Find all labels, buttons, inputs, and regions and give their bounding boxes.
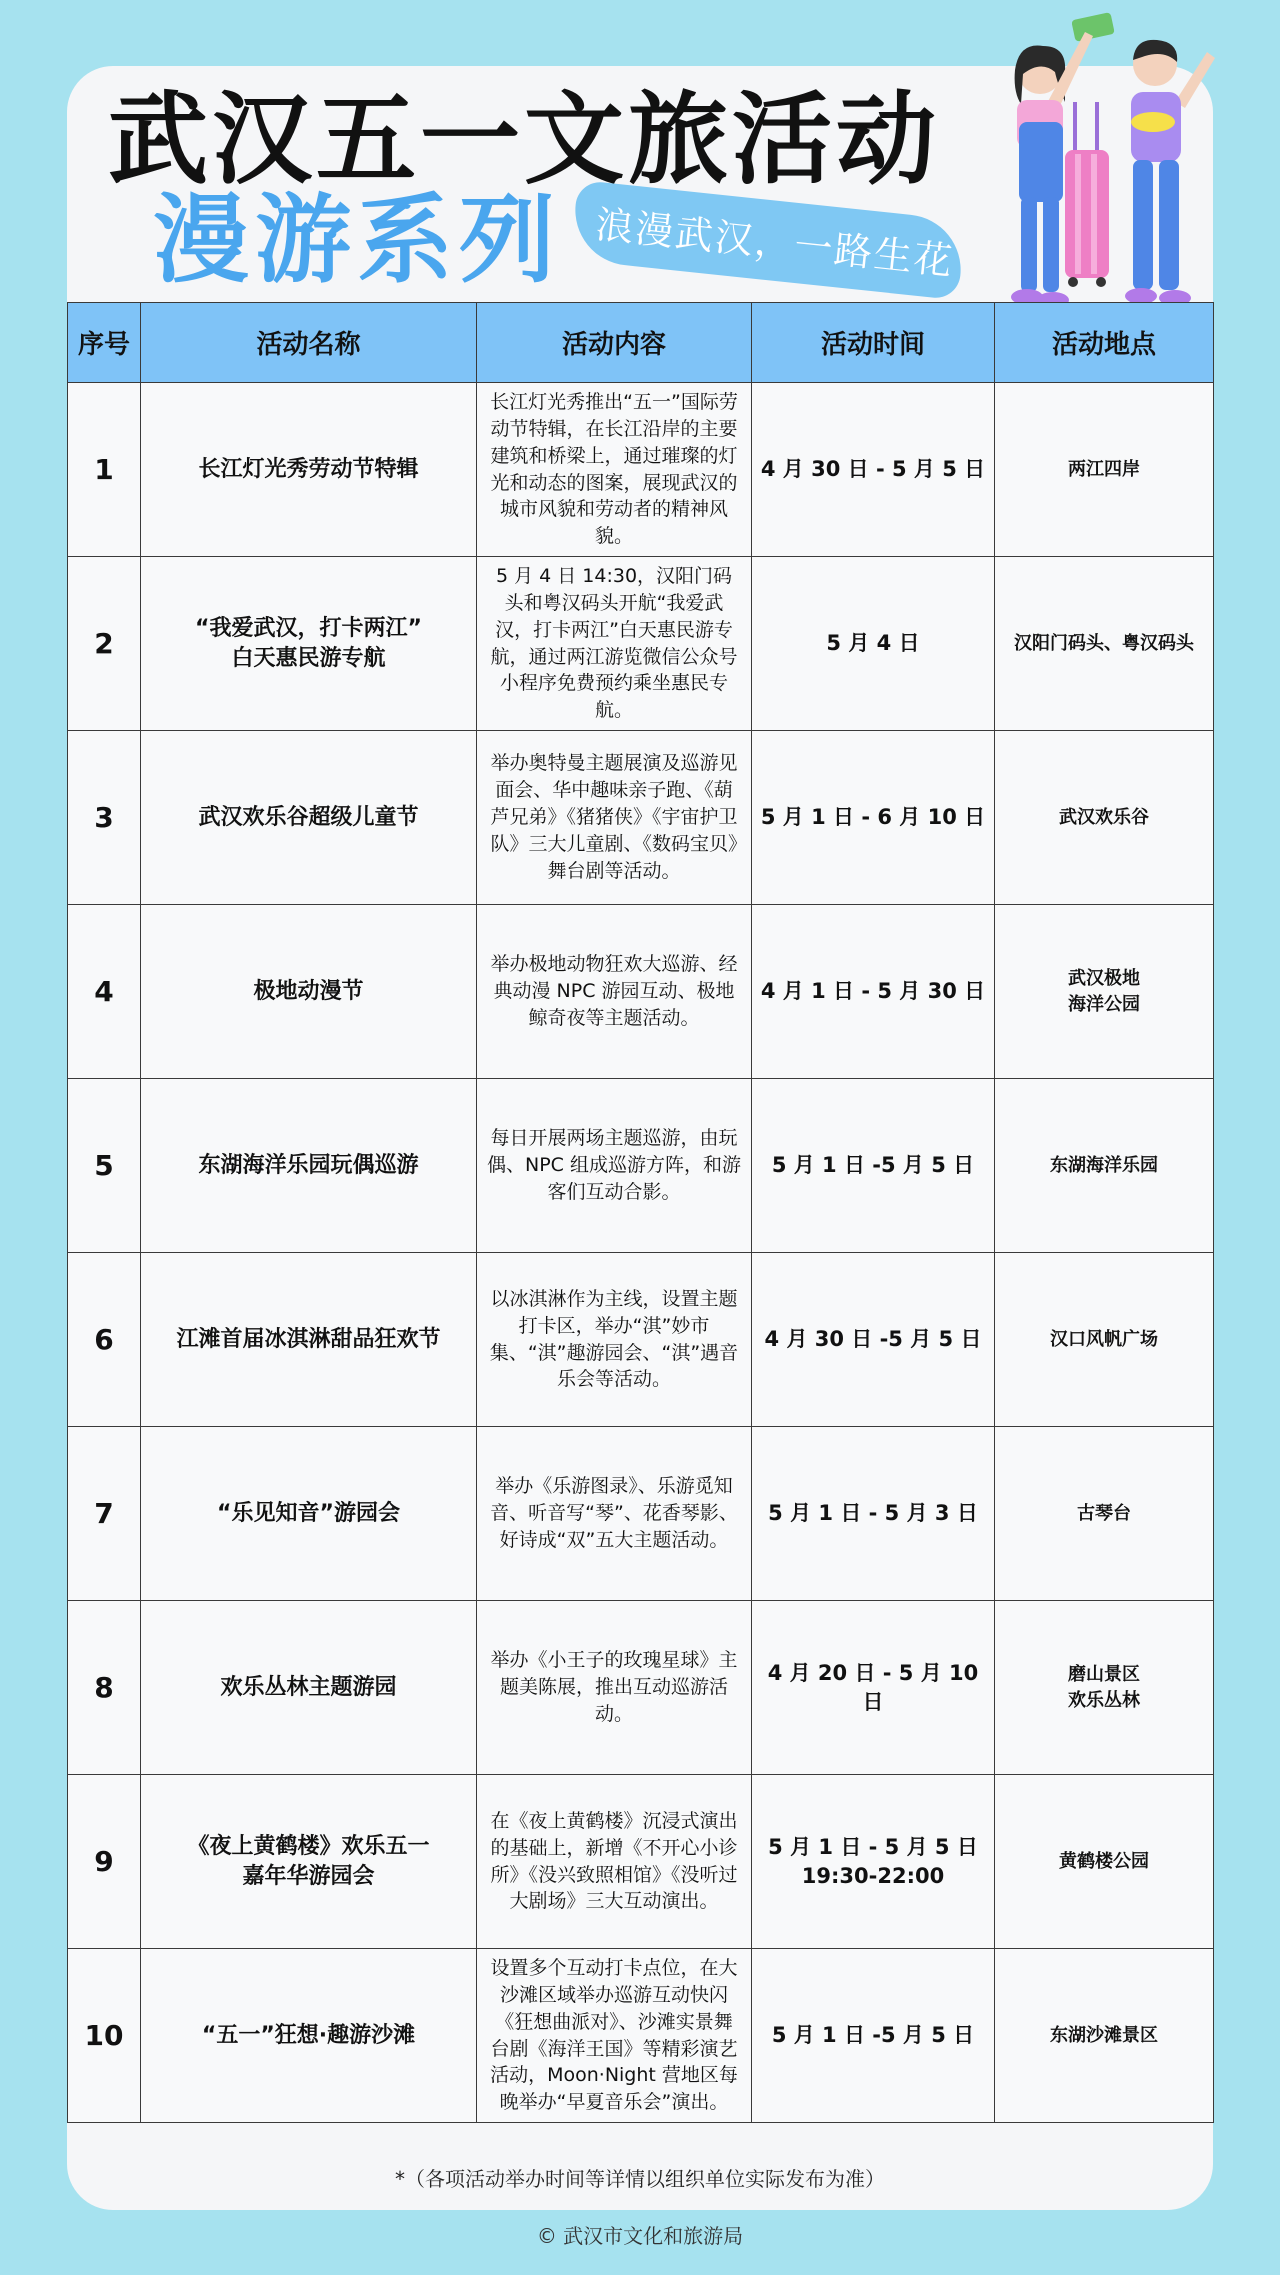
activity-name: 武汉欢乐谷超级儿童节 — [141, 731, 477, 905]
table-row — [68, 1949, 1214, 2123]
row-number: 6 — [68, 1253, 141, 1427]
activity-content: 举办奥特曼主题展演及巡游见面会、华中趣味亲子跑、《葫芦兄弟》《猪猪侠》《宇宙护卫队》三大儿童剧、《数码宝贝》舞台剧等活动。 — [477, 731, 752, 905]
row-number: 10 — [68, 1949, 141, 2123]
table-row — [68, 1601, 1214, 1775]
row-number: 4 — [68, 905, 141, 1079]
table-row — [68, 1775, 1214, 1949]
table-row — [68, 1253, 1214, 1427]
column-header: 活动地点 — [995, 303, 1214, 383]
activity-content: 长江灯光秀推出“五一”国际劳动节特辑，在长江沿岸的主要建筑和桥梁上，通过璀璨的灯光和动态的图案，展现武汉的城市风貌和劳动者的精神风貌。 — [477, 383, 752, 557]
activity-place: 磨山景区 欢乐丛林 — [995, 1601, 1214, 1775]
activity-name: “我爱武汉，打卡两江” 白天惠民游专航 — [141, 557, 477, 731]
activity-name: 东湖海洋乐园玩偶巡游 — [141, 1079, 477, 1253]
activity-content: 设置多个互动打卡点位，在大沙滩区域举办巡游互动快闪《狂想曲派对》、沙滩实景舞台剧《海洋王国》等精彩演艺活动，Moon·Night 营地区每晚举办“早夏音乐会”演出。 — [477, 1949, 752, 2123]
row-number: 7 — [68, 1427, 141, 1601]
activity-time: 4 月 30 日 - 5 月 5 日 — [752, 383, 995, 557]
activity-content: 每日开展两场主题巡游，由玩偶、NPC 组成巡游方阵，和游客们互动合影。 — [477, 1079, 752, 1253]
activity-time: 5 月 1 日 - 5 月 5 日 19:30-22:00 — [752, 1775, 995, 1949]
activity-time: 5 月 4 日 — [752, 557, 995, 731]
activity-content: 举办极地动物狂欢大巡游、经典动漫 NPC 游园互动、极地鲸奇夜等主题活动。 — [477, 905, 752, 1079]
copyright: © 武汉市文化和旅游局 — [536, 2224, 744, 2248]
activity-place: 两江四岸 — [995, 383, 1214, 557]
activity-place: 古琴台 — [995, 1427, 1214, 1601]
activity-place: 武汉欢乐谷 — [995, 731, 1214, 905]
activity-name: 极地动漫节 — [141, 905, 477, 1079]
activity-place: 武汉极地 海洋公园 — [995, 905, 1214, 1079]
activity-name: “乐见知音”游园会 — [141, 1427, 477, 1601]
activity-content: 在《夜上黄鹤楼》沉浸式演出的基础上，新增《不开心小诊所》《没兴致照相馆》《没听过大剧场》三大互动演出。 — [477, 1775, 752, 1949]
table-row — [68, 905, 1214, 1079]
activity-time: 5 月 1 日 - 6 月 10 日 — [752, 731, 995, 905]
activity-content: 举办《小王子的玫瑰星球》主题美陈展，推出互动巡游活动。 — [477, 1601, 752, 1775]
activity-name: 江滩首届冰淇淋甜品狂欢节 — [141, 1253, 477, 1427]
table-row — [68, 731, 1214, 905]
activities-table — [67, 302, 1214, 2123]
page-title: 武汉五一文旅活动 — [108, 81, 940, 198]
activity-place: 汉口风帆广场 — [995, 1253, 1214, 1427]
column-header: 活动时间 — [752, 303, 995, 383]
activity-place: 东湖沙滩景区 — [995, 1949, 1214, 2123]
activity-time: 5 月 1 日 -5 月 5 日 — [752, 1079, 995, 1253]
table-row — [68, 1427, 1214, 1601]
column-header: 活动内容 — [477, 303, 752, 383]
activity-time: 4 月 1 日 - 5 月 30 日 — [752, 905, 995, 1079]
column-header: 活动名称 — [141, 303, 477, 383]
row-number: 5 — [68, 1079, 141, 1253]
table-row — [68, 383, 1214, 557]
activity-place: 汉阳门码头、粤汉码头 — [995, 557, 1214, 731]
table-row — [68, 1079, 1214, 1253]
activity-name: 欢乐丛林主题游园 — [141, 1601, 477, 1775]
activity-time: 5 月 1 日 -5 月 5 日 — [752, 1949, 995, 2123]
activity-time: 4 月 30 日 -5 月 5 日 — [752, 1253, 995, 1427]
activity-content: 以冰淇淋作为主线，设置主题打卡区，举办“淇”妙市集、“淇”趣游园会、“淇”遇音乐会等活动。 — [477, 1253, 752, 1427]
activity-content: 举办《乐游图录》、乐游觅知音、听音写“琴”、花香琴影、好诗成“双”五大主题活动。 — [477, 1427, 752, 1601]
footnote: *（各项活动举办时间等详情以组织单位实际发布为准） — [395, 2167, 885, 2191]
column-header: 序号 — [68, 303, 141, 383]
travelers-illustration-icon — [985, 12, 1225, 317]
table-row — [68, 557, 1214, 731]
activity-time: 5 月 1 日 - 5 月 3 日 — [752, 1427, 995, 1601]
row-number: 8 — [68, 1601, 141, 1775]
activity-name: 长江灯光秀劳动节特辑 — [141, 383, 477, 557]
table-header-row — [68, 303, 1214, 383]
slogan-text: 浪漫武汉，一路生花 — [593, 202, 956, 284]
activity-name: “五一”狂想·趣游沙滩 — [141, 1949, 477, 2123]
activity-time: 4 月 20 日 - 5 月 10 日 — [752, 1601, 995, 1775]
row-number: 9 — [68, 1775, 141, 1949]
row-number: 3 — [68, 731, 141, 905]
row-number: 2 — [68, 557, 141, 731]
page-subtitle: 漫游系列 — [153, 184, 561, 296]
row-number: 1 — [68, 383, 141, 557]
activity-name: 《夜上黄鹤楼》欢乐五一 嘉年华游园会 — [141, 1775, 477, 1949]
activity-content: 5 月 4 日 14:30，汉阳门码头和粤汉码头开航“我爱武汉，打卡两江”白天惠民游专航，通过两江游览微信公众号小程序免费预约乘坐惠民专航。 — [477, 557, 752, 731]
activity-place: 东湖海洋乐园 — [995, 1079, 1214, 1253]
activity-place: 黄鹤楼公园 — [995, 1775, 1214, 1949]
